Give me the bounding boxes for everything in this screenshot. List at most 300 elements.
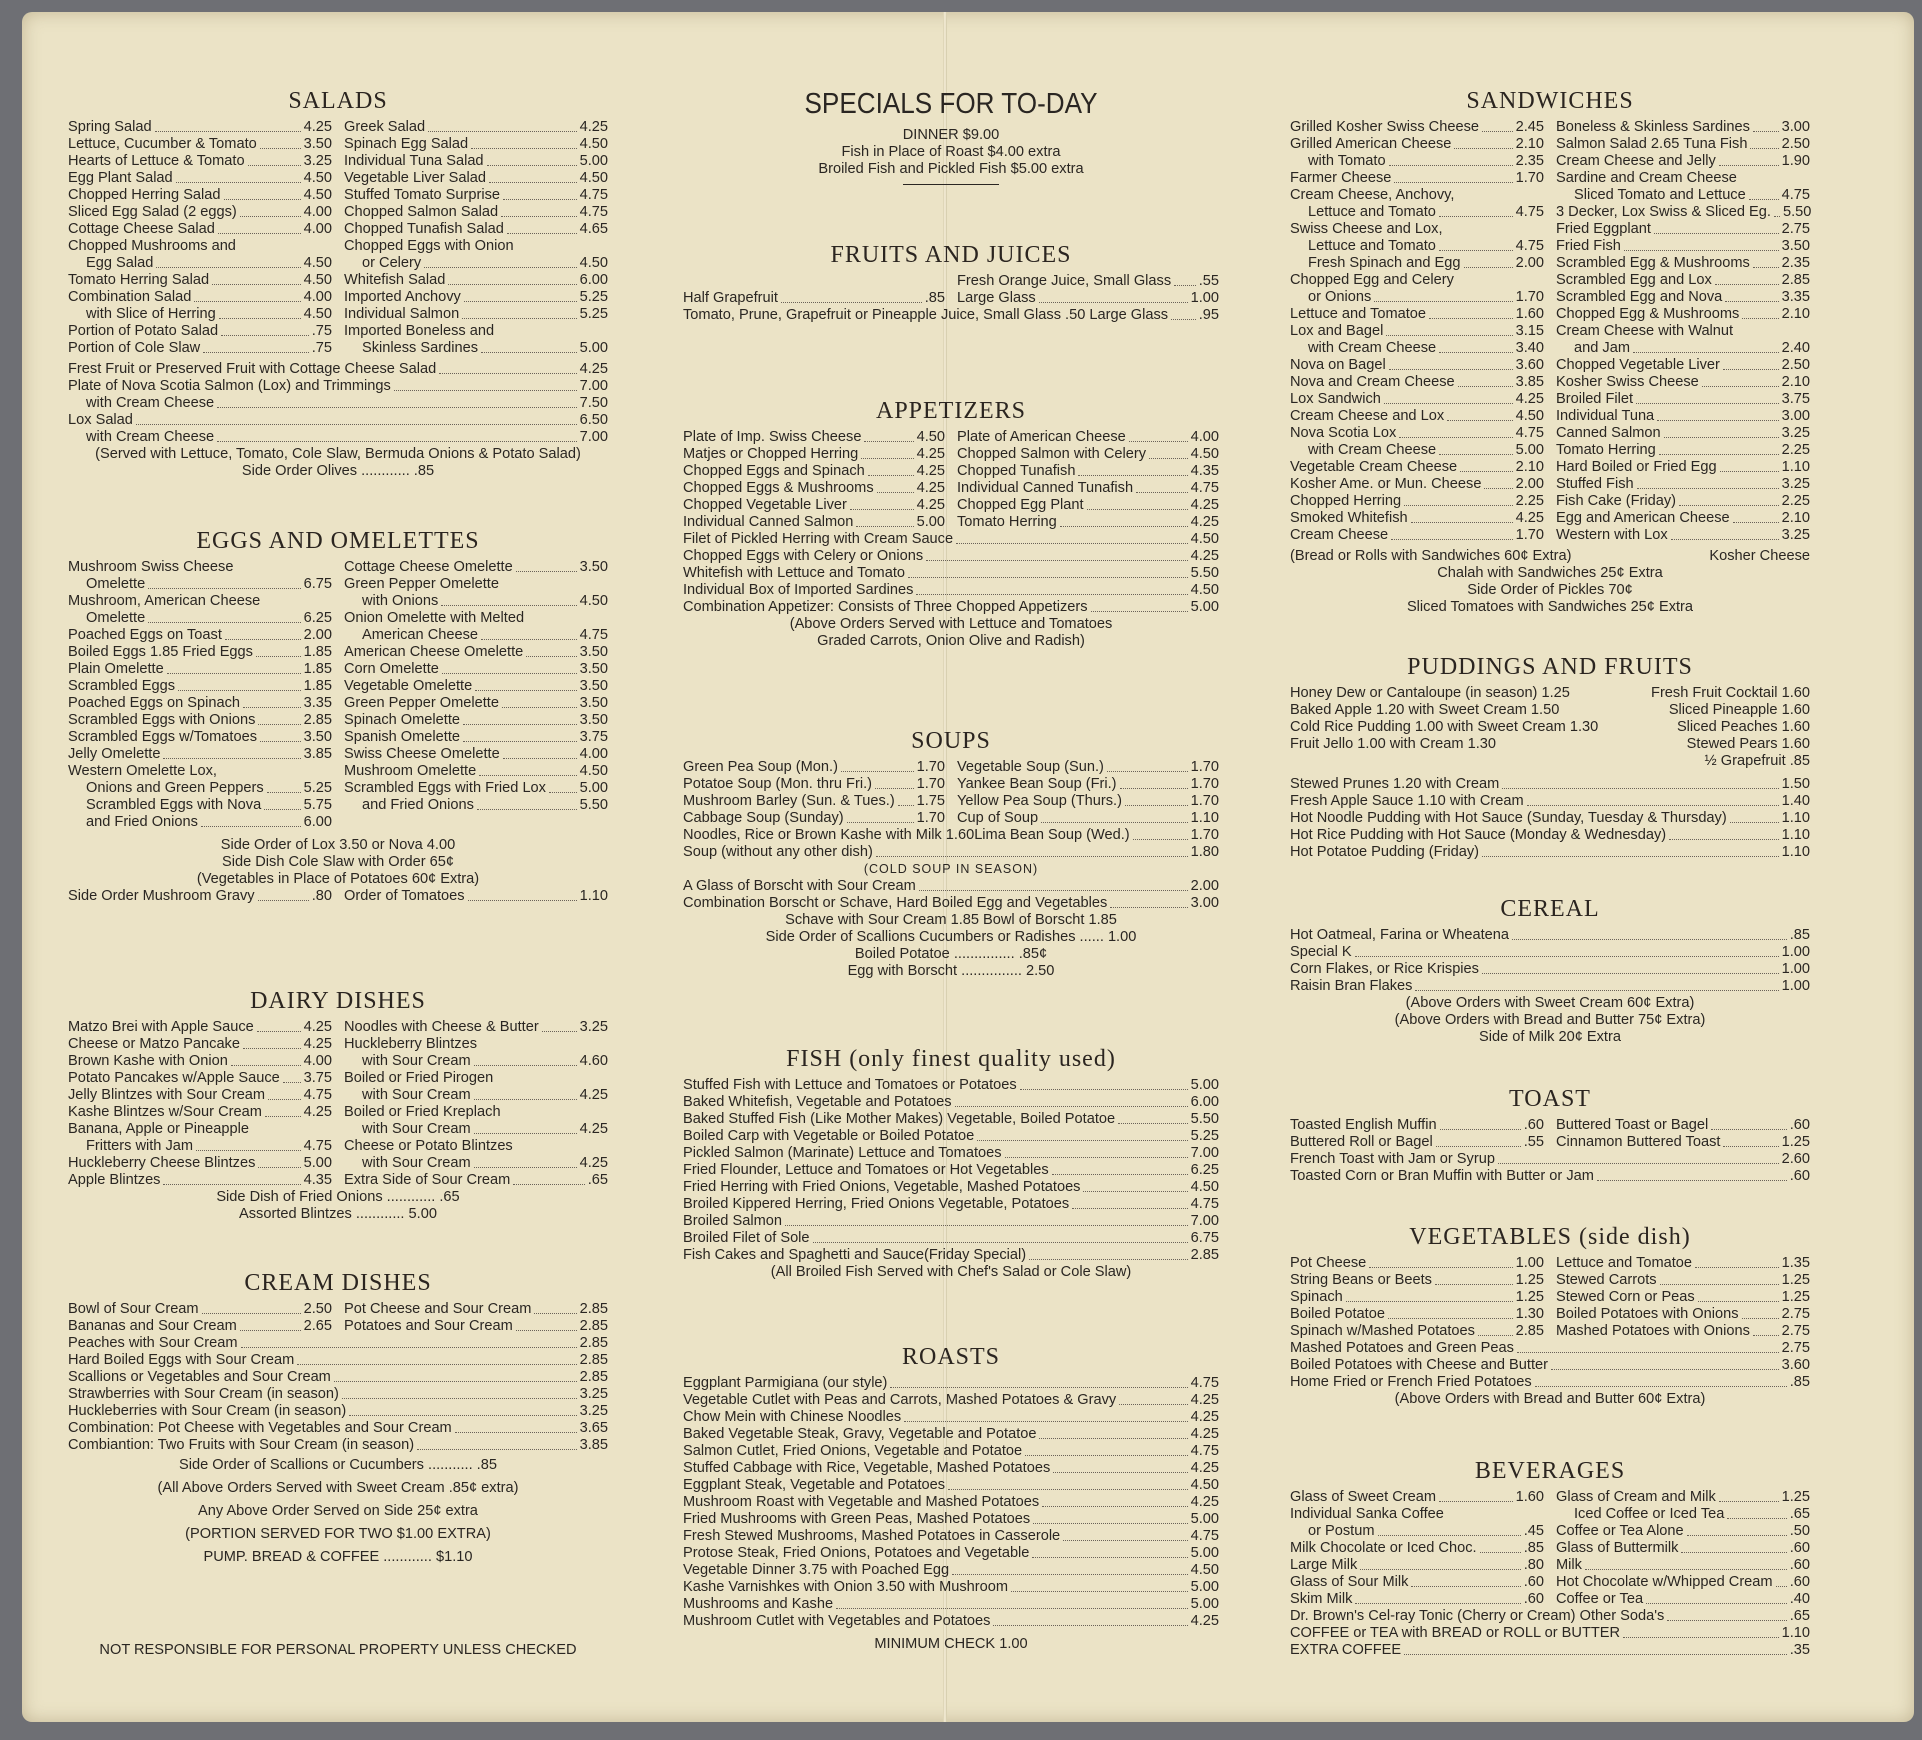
item-price: 6.00 (579, 272, 608, 288)
leader-dots (1346, 1289, 1513, 1302)
item-price: 5.00 (916, 514, 945, 530)
menu-item (683, 1562, 1219, 1579)
item-name: Side Order Mushroom Gravy (68, 888, 255, 904)
leader-dots (1394, 170, 1512, 183)
item-name: Salmon Cutlet, Fried Onions, Vegetable and Potatoe (683, 1443, 1023, 1459)
leader-dots (1391, 527, 1512, 540)
item-name: Mushroom Cutlet with Vegetables and Potatoes (683, 1613, 991, 1629)
leader-dots (1484, 476, 1512, 489)
item-price: 3.25 (579, 1386, 608, 1402)
item-price: 3.60 (1515, 357, 1544, 373)
item-price: 1.10 (1781, 1625, 1810, 1641)
leader-dots (977, 1128, 1187, 1141)
leader-dots (265, 1104, 301, 1117)
menu-item (957, 810, 1219, 827)
leader-dots (1660, 1272, 1779, 1285)
leader-dots (455, 1420, 577, 1433)
menu-item (68, 1386, 608, 1403)
item-price: .50 (1789, 1523, 1810, 1539)
appetizers-section (683, 398, 1219, 650)
note-line: PUMP. BREAD & COFFEE ............ $1.10 (203, 1549, 473, 1565)
note-line: (Vegetables in Place of Potatoes 60¢ Extra) (196, 871, 480, 887)
leader-dots (952, 1562, 1187, 1575)
leader-dots (1723, 1134, 1778, 1147)
item-name: Fried Herring with Fried Onions, Vegetable, Mashed Potatoes (683, 1179, 1081, 1195)
leader-dots (240, 204, 301, 217)
item-price: 4.75 (1515, 204, 1544, 220)
item-name: Skinless Sardines (362, 340, 478, 356)
leader-dots (1386, 323, 1512, 336)
menu-item (1290, 306, 1544, 323)
menu-item (1556, 323, 1810, 340)
item-price: 4.75 (1190, 1196, 1219, 1212)
menu-item (1290, 1608, 1810, 1625)
leader-dots (503, 187, 577, 200)
menu-item (344, 1104, 608, 1121)
item-name: Bowl of Sour Cream (68, 1301, 199, 1317)
item-name: Chopped Eggs & Mushrooms (683, 480, 874, 496)
menu-item (68, 361, 608, 378)
menu-item (1290, 1357, 1810, 1374)
item-name: Kashe Blintzes w/Sour Cream (68, 1104, 262, 1120)
leader-dots (1679, 493, 1779, 506)
fruits-full-list (683, 307, 1219, 324)
menu-item (68, 412, 608, 429)
item-name: Banana, Apple or Pineapple (68, 1121, 249, 1137)
item-name: Fresh Spinach and Egg (1308, 255, 1461, 271)
item-name: Kosher Ame. or Mun. Cheese (1290, 476, 1482, 492)
item-name: Yankee Bean Soup (Fri.) (957, 776, 1117, 792)
menu-item (1290, 827, 1810, 844)
item-price: 1.30 (1515, 1306, 1544, 1322)
item-name: Scrambled Egg and Nova (1556, 289, 1723, 305)
leader-dots (231, 1053, 301, 1066)
item-name: Apple Blintzes (68, 1172, 161, 1188)
menu-item (68, 746, 332, 763)
item-price: 6.00 (303, 814, 332, 830)
item-name: Boneless & Skinless Sardines (1556, 119, 1750, 135)
item-name: Chopped Salmon Salad (344, 204, 499, 220)
item-name: Cottage Cheese Salad (68, 221, 215, 237)
menu-item (1556, 340, 1810, 357)
item-price: 2.10 (1781, 374, 1810, 390)
item-name: Spinach Egg Salad (344, 136, 469, 152)
leader-dots (1369, 1255, 1512, 1268)
menu-item (683, 827, 1219, 844)
toast-left-list (1290, 1117, 1544, 1151)
text-line: Honey Dew or Cantaloupe (in season) 1.25 (1290, 685, 1570, 701)
item-name: Sliced Egg Salad (2 eggs) (68, 204, 237, 220)
soups-cold-note: (COLD SOUP IN SEASON) (863, 862, 1039, 876)
leader-dots (1657, 408, 1778, 421)
item-price: 4.75 (303, 1087, 332, 1103)
leader-dots (908, 565, 1188, 578)
item-name: Cottage Cheese Omelette (344, 559, 513, 575)
menu-item (1556, 1523, 1810, 1540)
item-name: Individual Tuna Salad (344, 153, 484, 169)
item-name: Cream Cheese (1290, 527, 1389, 543)
fish-section (683, 1046, 1219, 1281)
fish-list (683, 1077, 1219, 1264)
item-name: Lox and Bagel (1290, 323, 1384, 339)
leader-dots (471, 136, 576, 149)
menu-item (68, 395, 608, 412)
menu-item (957, 480, 1219, 497)
leader-dots (1776, 1574, 1787, 1587)
menu-item (68, 378, 608, 395)
menu-item (1556, 204, 1810, 221)
menu-item (683, 463, 945, 480)
menu-item (68, 204, 332, 221)
item-name: and Jam (1574, 340, 1630, 356)
item-price: 3.00 (1190, 895, 1219, 911)
menu-item (1290, 187, 1544, 204)
leader-dots (1654, 221, 1779, 234)
leader-dots (1039, 290, 1188, 303)
menu-item (683, 1579, 1219, 1596)
leader-dots (468, 888, 577, 901)
appetizers-right-list (957, 429, 1219, 531)
item-price: .85 (1789, 927, 1810, 943)
menu-item (683, 582, 1219, 599)
menu-item (68, 1318, 332, 1335)
item-price: 5.00 (1190, 1077, 1219, 1093)
leader-dots (441, 593, 576, 606)
menu-item (344, 221, 608, 238)
item-price: 4.50 (1190, 531, 1219, 547)
menu-item (1556, 136, 1810, 153)
item-name: Bananas and Sour Cream (68, 1318, 237, 1334)
menu-item (683, 1213, 1219, 1230)
soups-section (683, 728, 1219, 980)
menu-item (1556, 1574, 1810, 1591)
menu-item (1290, 459, 1544, 476)
item-price: 3.25 (1781, 425, 1810, 441)
item-name: Green Pea Soup (Mon.) (683, 759, 838, 775)
dairy-right-list (344, 1019, 608, 1189)
item-name: with Sour Cream (362, 1155, 471, 1171)
menu-item (1556, 1272, 1810, 1289)
item-price: 4.00 (303, 221, 332, 237)
item-name: Vegetable Liver Salad (344, 170, 486, 186)
fruits-orange-juice (957, 273, 1219, 290)
leader-dots (1687, 1523, 1787, 1536)
item-name: Peaches with Sour Cream (68, 1335, 238, 1351)
item-name: with Slice of Herring (86, 306, 216, 322)
leader-dots (148, 610, 300, 623)
menu-item (68, 678, 332, 695)
item-price: 4.50 (579, 593, 608, 609)
item-price: 4.25 (916, 480, 945, 496)
item-price: 1.00 (1781, 961, 1810, 977)
menu-item (1556, 476, 1810, 493)
menu-item (68, 187, 332, 204)
item-price: 2.85 (579, 1335, 608, 1351)
item-price: 3.35 (303, 695, 332, 711)
menu-item (68, 1070, 332, 1087)
dairy-notes (68, 1189, 608, 1223)
menu-item (1290, 340, 1544, 357)
leader-dots (1005, 1145, 1188, 1158)
leader-dots (1355, 944, 1779, 957)
menu-item (683, 810, 945, 827)
item-name: Scallions or Vegetables and Sour Cream (68, 1369, 331, 1385)
menu-item (68, 1420, 608, 1437)
leader-dots (993, 1613, 1187, 1626)
sandwiches-kosher-cheese: Kosher Cheese (1709, 548, 1810, 564)
note-line: (PORTION SERVED FOR TWO $1.00 EXTRA) (185, 1526, 491, 1542)
item-name: Home Fried or French Fried Potatoes (1290, 1374, 1532, 1390)
item-price: 4.00 (579, 746, 608, 762)
item-name: Western Omelette Lox, (68, 763, 217, 779)
item-name: Mushroom Swiss Cheese (68, 559, 234, 575)
leader-dots (1032, 1545, 1187, 1558)
leader-dots (1042, 1494, 1187, 1507)
item-name: Baked Vegetable Steak, Gravy, Vegetable and Potatoe (683, 1426, 1037, 1442)
menu-item (344, 1172, 608, 1189)
item-price: 4.25 (1190, 1613, 1219, 1629)
item-price: 4.50 (1190, 582, 1219, 598)
item-name: Portion of Potato Salad (68, 323, 219, 339)
menu-item (683, 446, 945, 463)
menu-item (957, 273, 1219, 290)
menu-item (344, 272, 608, 289)
menu-item (344, 627, 608, 644)
item-price: 2.00 (1190, 878, 1219, 894)
specials-rule (903, 184, 999, 185)
leader-dots (417, 1437, 577, 1450)
item-name: Noodles with Cheese & Butter (344, 1019, 539, 1035)
leader-dots (549, 780, 577, 793)
menu-item (344, 610, 608, 627)
item-name: Chopped Egg and Celery (1290, 272, 1454, 288)
item-name: Yellow Pea Soup (Thurs.) (957, 793, 1122, 809)
menu-item (683, 844, 1219, 861)
menu-item (683, 776, 945, 793)
salads-left-list (68, 119, 332, 357)
menu-item (683, 793, 945, 810)
item-price: 5.75 (303, 797, 332, 813)
item-name: Toasted Corn or Bran Muffin with Butter or Jam (1290, 1168, 1594, 1184)
leader-dots (513, 1172, 584, 1185)
item-price: 4.50 (1190, 1562, 1219, 1578)
menu-item (1556, 1117, 1810, 1134)
menu-item (957, 463, 1219, 480)
leader-dots (534, 1301, 576, 1314)
menu-item (1556, 119, 1810, 136)
leader-dots (955, 1094, 1188, 1107)
menu-item (1290, 1117, 1544, 1134)
leader-dots (861, 446, 913, 459)
leader-dots (1482, 961, 1779, 974)
leader-dots (264, 797, 300, 810)
menu-item (68, 255, 332, 272)
item-price: 3.50 (579, 661, 608, 677)
item-name: Pot Cheese and Sour Cream (344, 1301, 532, 1317)
item-price: 1.25 (1515, 1289, 1544, 1305)
item-price: 2.75 (1781, 221, 1810, 237)
item-name: Cheese or Potato Blintzes (344, 1138, 513, 1154)
leader-dots (257, 1019, 301, 1032)
item-name: Scrambled Eggs w/Tomatoes (68, 729, 257, 745)
item-name: Combination Appetizer: Consists of Three Chopped Appetizers (683, 599, 1088, 615)
item-price: 2.50 (1781, 136, 1810, 152)
leader-dots (163, 1172, 300, 1185)
item-price: 3.35 (1781, 289, 1810, 305)
item-name: with Cream Cheese (1308, 340, 1437, 356)
appetizers-left-list (683, 429, 945, 531)
item-name: Lox Sandwich (1290, 391, 1381, 407)
leader-dots (1454, 136, 1512, 149)
leader-dots (221, 323, 309, 336)
menu-item (1290, 1340, 1810, 1357)
menu-item (1290, 204, 1544, 221)
item-name: Plate of Nova Scotia Salmon (Lox) and Trimmings (68, 378, 391, 394)
item-price: 3.65 (579, 1420, 608, 1436)
menu-item (1290, 408, 1544, 425)
item-price: 2.75 (1781, 1323, 1810, 1339)
item-price: 4.25 (1190, 1409, 1219, 1425)
leader-dots (474, 1087, 577, 1100)
item-price: 2.10 (1515, 459, 1544, 475)
item-price: 3.40 (1515, 340, 1544, 356)
text-line: Cold Rice Pudding 1.00 with Sweet Cream 1.30 (1290, 719, 1599, 735)
leader-dots (474, 1053, 577, 1066)
specials-title: SPECIALS FOR TO-DAY (804, 88, 1098, 120)
item-name: Nova Scotia Lox (1290, 425, 1397, 441)
item-name: Cinnamon Buttered Toast (1556, 1134, 1721, 1150)
leader-dots (1774, 204, 1780, 217)
leader-dots (1053, 1460, 1187, 1473)
item-name: Potatoes and Sour Cream (344, 1318, 513, 1334)
menu-item (1290, 289, 1544, 306)
leader-dots (1636, 391, 1779, 404)
leader-dots (1039, 1426, 1187, 1439)
menu-item (344, 1301, 608, 1318)
item-name: Chopped Egg & Mushrooms (1556, 306, 1740, 322)
menu-item (683, 1145, 1219, 1162)
item-name: Lettuce, Cucumber & Tomato (68, 136, 257, 152)
roasts-title: ROASTS (901, 1344, 1001, 1370)
item-name: Lettuce and Tomato (1308, 204, 1436, 220)
item-name: Vegetable Soup (Sun.) (957, 759, 1104, 775)
item-name: Tomato, Prune, Grapefruit or Pineapple Juice, Small Glass .50 Large Glass (683, 307, 1169, 323)
item-name: Tomato Herring Salad (68, 272, 210, 288)
leader-dots (836, 1596, 1188, 1609)
menu-item (683, 599, 1219, 616)
item-name: Strawberries with Sour Cream (in season) (68, 1386, 339, 1402)
menu-item (683, 1247, 1219, 1264)
item-name: or Celery (362, 255, 422, 271)
leader-dots (1384, 391, 1513, 404)
item-price: 1.70 (916, 810, 945, 826)
note-line: MINIMUM CHECK 1.00 (874, 1636, 1028, 1652)
sandwiches-bread-note: (Bread or Rolls with Sandwiches 60¢ Extra) (1290, 548, 1572, 564)
soups-right-list (957, 759, 1219, 827)
item-price: 2.75 (1781, 1306, 1810, 1322)
item-name: Plate of American Cheese (957, 429, 1126, 445)
item-price: 5.00 (1190, 1579, 1219, 1595)
toast-section (1290, 1086, 1810, 1185)
footer-note: NOT RESPONSIBLE FOR PERSONAL PROPERTY UNLESS CHECKED (99, 1642, 577, 1658)
item-name: Chopped Tunafish Salad (344, 221, 504, 237)
item-name: Toasted English Muffin (1290, 1117, 1437, 1133)
item-price: 2.25 (1781, 493, 1810, 509)
item-price: 3.00 (1781, 408, 1810, 424)
beverages-left-list (1290, 1489, 1544, 1608)
menu-item (683, 1196, 1219, 1213)
item-name: Stewed Prunes 1.20 with Cream (1290, 776, 1500, 792)
item-name: Huckleberries with Sour Cream (in season) (68, 1403, 347, 1419)
leader-dots (1720, 459, 1779, 472)
menu-item (68, 340, 332, 357)
menu-item (1556, 459, 1810, 476)
menu-item (1290, 1540, 1544, 1557)
item-name: Lox Salad (68, 412, 133, 428)
menu-item (1556, 153, 1810, 170)
item-name: Chopped Eggs and Spinach (683, 463, 865, 479)
item-name: Greek Salad (344, 119, 426, 135)
footer-section (68, 1642, 608, 1659)
leader-dots (1460, 459, 1512, 472)
item-name: Fried Eggplant (1556, 221, 1651, 237)
note-line: Chalah with Sandwiches 25¢ Extra (1437, 565, 1663, 581)
leader-dots (1404, 1642, 1787, 1655)
item-price: 1.70 (1515, 527, 1544, 543)
roasts-section (683, 1344, 1219, 1653)
leader-dots (1429, 306, 1513, 319)
leader-dots (503, 746, 577, 759)
eggs-left-list (68, 559, 332, 831)
menu-item (68, 153, 332, 170)
menu-item (1556, 374, 1810, 391)
item-price: 1.90 (1781, 153, 1810, 169)
menu-item (683, 1128, 1219, 1145)
item-price: 1.75 (916, 793, 945, 809)
item-name: Fish Cakes and Spaghetti and Sauce(Friday Special) (683, 1247, 1027, 1263)
menu-item (68, 1155, 332, 1172)
item-price: 2.35 (1781, 255, 1810, 271)
item-name: and Fried Onions (86, 814, 198, 830)
menu-item (1290, 1272, 1544, 1289)
menu-item (683, 1230, 1219, 1247)
item-price: 4.00 (303, 204, 332, 220)
item-name: Vegetable Dinner 3.75 with Poached Egg (683, 1562, 950, 1578)
note-line: (All Above Orders Served with Sweet Cream .85¢ extra) (157, 1480, 519, 1496)
item-name: Mushroom Omelette (344, 763, 477, 779)
menu-item (683, 1426, 1219, 1443)
item-price: 5.00 (1190, 1596, 1219, 1612)
item-price: 1.80 (1190, 844, 1219, 860)
menu-item (1290, 944, 1810, 961)
menu-item (68, 814, 332, 831)
item-name: Scrambled Egg and Lox (1556, 272, 1712, 288)
menu-item (1290, 1489, 1544, 1506)
menu-item (68, 1335, 608, 1352)
item-price: 2.00 (1515, 476, 1544, 492)
item-price: .35 (1789, 1642, 1810, 1658)
leader-dots (1133, 827, 1188, 840)
menu-item (1290, 527, 1544, 544)
leader-dots (424, 255, 576, 268)
leader-dots (1118, 1111, 1187, 1124)
item-name: Hot Noodle Pudding with Hot Sauce (Sunday, Tuesday & Thursday) (1290, 810, 1727, 826)
item-name: Large Milk (1290, 1557, 1358, 1573)
item-name: Spinach Omelette (344, 712, 461, 728)
item-price: .60 (1789, 1557, 1810, 1573)
item-price: 1.25 (1781, 1489, 1810, 1505)
item-price: 2.10 (1515, 136, 1544, 152)
